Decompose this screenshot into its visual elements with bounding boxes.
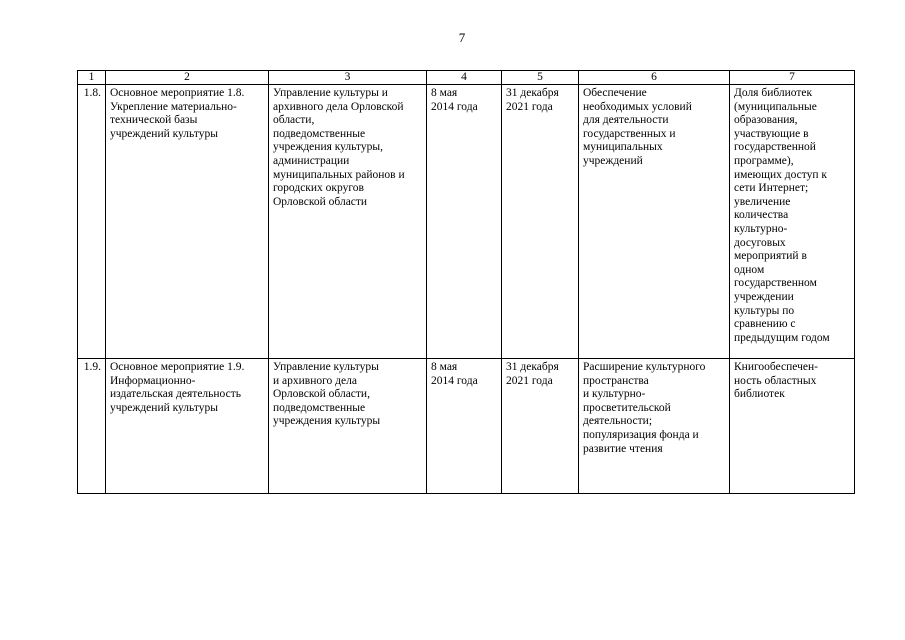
- start-date-cell: 8 мая 2014 года: [427, 85, 502, 359]
- row-number: 1.9.: [78, 359, 106, 494]
- column-header-7: 7: [730, 71, 855, 85]
- column-header-3: 3: [269, 71, 427, 85]
- start-date-cell: 8 мая 2014 года: [427, 359, 502, 494]
- expected-result-cell: Расширение культурного пространства и культурно- просветительской деятельности; популяризация фонда и развитие чтения: [579, 359, 730, 494]
- end-date-cell: 31 декабря 2021 года: [502, 359, 579, 494]
- executor-cell: Управление культуры и архивного дела Орловской области, подведомственные учреждения культуры: [269, 359, 427, 494]
- indicator-cell: Книгообеспечен- ность областных библиотек: [730, 359, 855, 494]
- column-header-6: 6: [579, 71, 730, 85]
- executor-cell: Управление культуры и архивного дела Орловской области, подведомственные учреждения культуры, администрации муниципальных районов и городских округов Орловской области: [269, 85, 427, 359]
- end-date-cell: 31 декабря 2021 года: [502, 85, 579, 359]
- column-header-4: 4: [427, 71, 502, 85]
- column-header-2: 2: [106, 71, 269, 85]
- indicator-cell: Доля библиотек (муниципальные образования, участвующие в государственной программе), имеющих доступ к сети Интернет; увеличение количества культурно- досуговых мероприятий в одном государственном учреждении культуры по сравнению с предыдущим годом: [730, 85, 855, 359]
- table-row: [78, 359, 855, 494]
- activity-cell: Основное мероприятие 1.8. Укрепление материально- технической базы учреждений культуры: [106, 85, 269, 359]
- activity-cell: Основное мероприятие 1.9. Информационно- издательская деятельность учреждений культуры: [106, 359, 269, 494]
- column-header-1: 1: [78, 71, 106, 85]
- table-header-row: [78, 71, 855, 85]
- activities-table: [77, 70, 855, 494]
- column-header-5: 5: [502, 71, 579, 85]
- row-number: 1.8.: [78, 85, 106, 359]
- table-row: [78, 85, 855, 359]
- page-number: 7: [458, 30, 466, 45]
- expected-result-cell: Обеспечение необходимых условий для деятельности государственных и муниципальных учреждений: [579, 85, 730, 359]
